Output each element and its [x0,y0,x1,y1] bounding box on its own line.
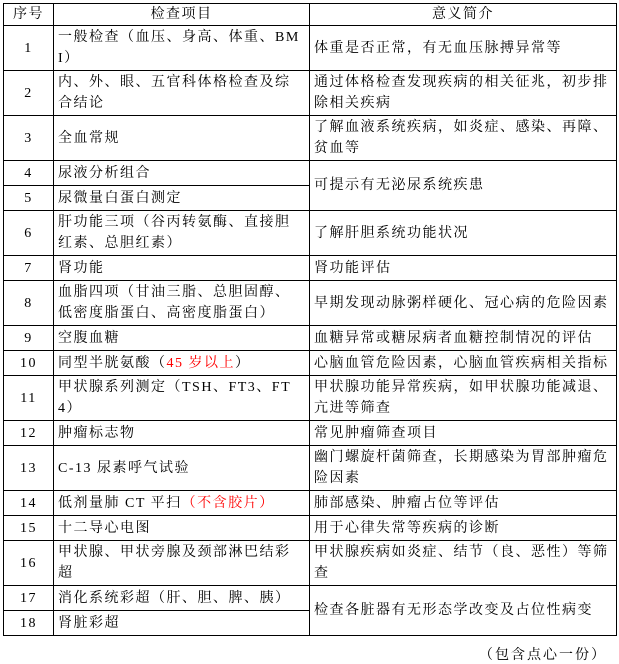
cell-no: 10 [4,351,54,376]
cell-no: 9 [4,326,54,351]
cell-no: 4 [4,161,54,186]
table-row [4,446,617,491]
item-red-text: 45 岁以上 [166,355,235,371]
footer-note: （包含点心一份） [479,648,607,663]
cell-meaning: 常见肿瘤筛查项目 [310,421,617,446]
table-row [4,256,617,281]
cell-meaning-merged: 可提示有无泌尿系统疾患 [310,161,617,211]
cell-no: 15 [4,516,54,541]
cell-meaning: 甲状腺功能异常疾病，如甲状腺功能减退、亢进等筛查 [310,376,617,421]
cell-item: 肾功能 [54,256,310,281]
cell-item: C-13 尿素呼气试验 [54,446,310,491]
cell-item: 肿瘤标志物 [54,421,310,446]
table-row [4,586,617,611]
cell-item: 甲状腺、甲状旁腺及颈部淋巴结彩超 [54,541,310,586]
cell-item: 空腹血糖 [54,326,310,351]
cell-no: 13 [4,446,54,491]
cell-item: 内、外、眼、五官科体格检查及综合结论 [54,71,310,116]
table-row [4,71,617,116]
cell-no: 17 [4,586,54,611]
cell-no: 6 [4,211,54,256]
table-row [4,516,617,541]
cell-meaning: 幽门螺旋杆菌筛查，长期感染为胃部肿瘤危险因素 [310,446,617,491]
cell-meaning: 了解血液系统疾病，如炎症、感染、再障、贫血等 [310,116,617,161]
table-header-row [4,4,617,26]
table-row [4,351,617,376]
item-red-text: （不含胶片） [181,495,275,511]
cell-no: 18 [4,611,54,636]
cell-no: 14 [4,491,54,516]
col-header-no: 序号 [4,4,54,26]
cell-meaning: 肺部感染、肿瘤占位等评估 [310,491,617,516]
cell-item: 甲状腺系列测定（TSH、FT3、FT4） [54,376,310,421]
cell-no: 3 [4,116,54,161]
cell-no: 7 [4,256,54,281]
cell-no: 8 [4,281,54,326]
table-row [4,161,617,186]
cell-no: 5 [4,186,54,211]
cell-item [54,491,310,516]
cell-item [54,351,310,376]
cell-meaning: 通过体格检查发现疾病的相关征兆，初步排除相关疾病 [310,71,617,116]
table-row [4,116,617,161]
table-row [4,541,617,586]
cell-item: 十二导心电图 [54,516,310,541]
item-text: ） [235,355,251,371]
cell-item: 一般检查（血压、身高、体重、BMI） [54,26,310,71]
item-text: 低剂量肺 CT 平扫 [58,495,182,511]
cell-no: 12 [4,421,54,446]
cell-meaning: 肾功能评估 [310,256,617,281]
cell-meaning: 了解肝胆系统功能状况 [310,211,617,256]
cell-item: 肾脏彩超 [54,611,310,636]
table-row [4,491,617,516]
col-header-meaning: 意义简介 [310,4,617,26]
cell-meaning: 血糖异常或糖尿病者血糖控制情况的评估 [310,326,617,351]
table-row [4,421,617,446]
cell-no: 16 [4,541,54,586]
cell-item: 血脂四项（甘油三脂、总胆固醇、低密度脂蛋白、高密度脂蛋白） [54,281,310,326]
cell-item: 尿液分析组合 [54,161,310,186]
table-row [4,26,617,71]
cell-meaning: 早期发现动脉粥样硬化、冠心病的危险因素 [310,281,617,326]
table-row [4,376,617,421]
cell-no: 2 [4,71,54,116]
cell-meaning-merged: 检查各脏器有无形态学改变及占位性病变 [310,586,617,636]
cell-meaning: 心脑血管危险因素，心脑血管疾病相关指标 [310,351,617,376]
cell-no: 1 [4,26,54,71]
table-row [4,326,617,351]
cell-item: 尿微量白蛋白测定 [54,186,310,211]
cell-meaning: 用于心律失常等疾病的诊断 [310,516,617,541]
item-text: 同型半胱氨酸（ [58,355,167,371]
table-row [4,281,617,326]
cell-meaning: 甲状腺疾病如炎症、结节（良、恶性）等筛查 [310,541,617,586]
col-header-item: 检查项目 [54,4,310,26]
exam-table [3,3,617,636]
cell-no: 11 [4,376,54,421]
cell-item: 肝功能三项（谷丙转氨酶、直接胆红素、总胆红素） [54,211,310,256]
cell-item: 全血常规 [54,116,310,161]
table-row [4,211,617,256]
cell-item: 消化系统彩超（肝、胆、脾、胰） [54,586,310,611]
cell-meaning: 体重是否正常，有无血压脉搏异常等 [310,26,617,71]
